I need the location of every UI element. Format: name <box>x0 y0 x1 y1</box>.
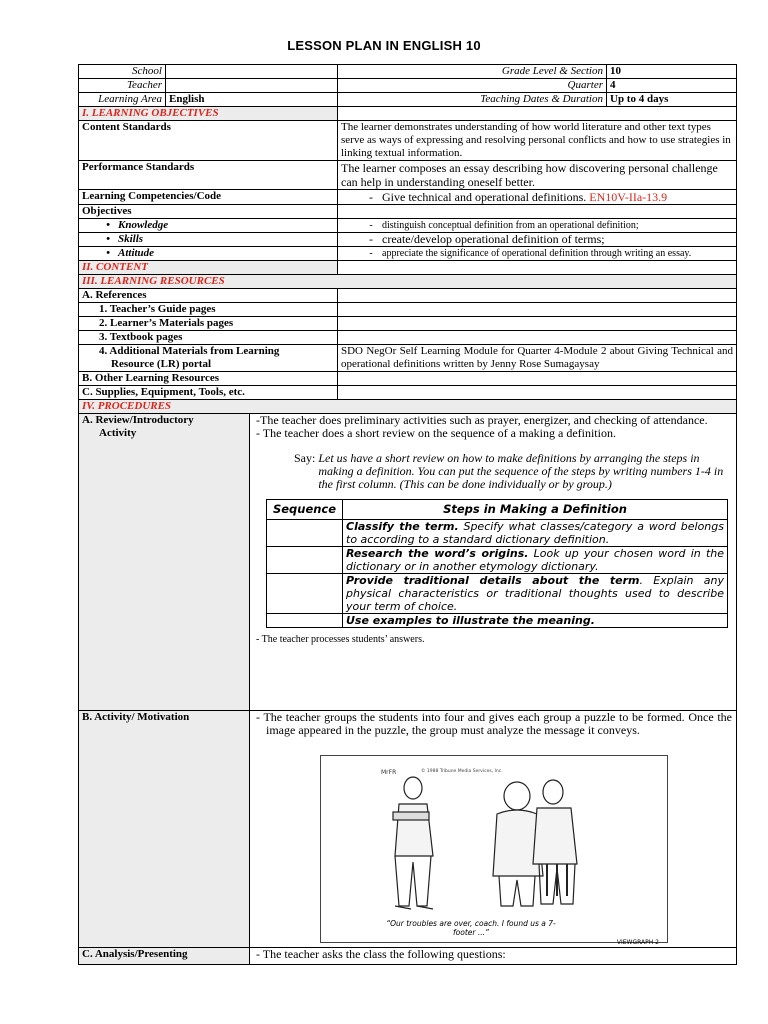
attitude-text: appreciate the significance of operational definition through writing an essay. <box>382 248 692 259</box>
knowledge-text: distinguish conceptual definition from an operational definition; <box>382 220 639 231</box>
content-standards-text: The learner demonstrates understanding of how world literature and other text types serve as ways of expressing and resolving personal conflicts and how to use strategies in linking textual information. <box>338 121 737 161</box>
references-label: A. References <box>79 289 338 303</box>
attitude-objective: - appreciate the significance of operational definition through writing an essay. <box>338 247 737 261</box>
content-heading-blank <box>338 261 737 275</box>
quarter-label: Quarter <box>338 79 607 93</box>
additional-row <box>79 345 737 372</box>
additional-label-line2: Resource (LR) portal <box>111 358 211 370</box>
performance-standards-label: Performance Standards <box>79 161 338 190</box>
player-head <box>404 777 422 799</box>
learning-area-row <box>79 93 737 107</box>
school-row <box>79 65 737 79</box>
teacher-label: Teacher <box>79 79 166 93</box>
say-text: Let us have a short review on how to make definitions by arranging the steps in making a definition. You can put the sequence of the steps by writing numbers 1-4 in the first column. (This can be done individually or by group.) <box>318 451 724 491</box>
objectives-label: Objectives <box>79 205 338 219</box>
step-bold: Research the word’s origins. <box>346 547 529 560</box>
knowledge-objective: - distinguish conceptual definition from an operational definition; <box>338 219 737 233</box>
competencies-row <box>79 190 737 205</box>
supplies-row <box>79 386 737 400</box>
clipboard <box>393 812 429 820</box>
step-text <box>343 547 728 574</box>
lesson-plan-table <box>78 64 737 965</box>
analysis-row <box>79 948 737 965</box>
objectives-heading: I. LEARNING OBJECTIVES <box>79 107 338 121</box>
analysis-text: - The teacher asks the class the following questions: <box>250 948 737 965</box>
activity-text: - The teacher groups the students into four and gives each group a puzzle to be formed. Once the image appeared in the puzzle, the group must analyze the message it conveys. <box>256 710 732 737</box>
review-line1: -The teacher does preliminary activities such as prayer, energizer, and checking of attendance. <box>256 413 708 427</box>
school-value <box>166 65 338 79</box>
step-row <box>267 574 728 614</box>
skills-objective: - create/develop operational definition of terms; <box>338 233 737 247</box>
analysis-label: C. Analysis/Presenting <box>79 948 250 965</box>
grade-label: Grade Level & Section <box>338 65 607 79</box>
step-text <box>343 574 728 614</box>
school-label: School <box>79 65 166 79</box>
tg-value <box>338 303 737 317</box>
lm-row <box>79 317 737 331</box>
additional-label-line1: 4. Additional Materials from Learning <box>99 345 280 357</box>
knowledge-label: Knowledge <box>118 219 169 231</box>
review-label-line2: Activity <box>99 427 137 439</box>
knowledge-cell: • Knowledge <box>79 219 338 233</box>
sequence-answer-cell[interactable] <box>267 574 343 614</box>
say-block <box>256 452 732 491</box>
lm-label: 2. Learner’s Materials pages <box>79 317 338 331</box>
content-heading-row <box>79 261 737 275</box>
review-note: - The teacher processes students’ answers. <box>256 634 425 645</box>
teacher-row <box>79 79 737 93</box>
quarter-value: 4 <box>607 79 737 93</box>
supplies-label: C. Supplies, Equipment, Tools, etc. <box>79 386 338 400</box>
step-bold: Use examples to illustrate the meaning. <box>346 614 595 627</box>
competency-cell: - Give technical and operational definitions. EN10V-IIa-13.9 <box>338 190 737 205</box>
textbook-row <box>79 331 737 345</box>
procedures-heading-row <box>79 400 737 414</box>
say-label: Say: <box>294 451 316 465</box>
references-blank <box>338 289 737 303</box>
procedures-heading: IV. PROCEDURES <box>79 400 737 414</box>
additional-label <box>79 345 338 372</box>
learning-area-value: English <box>166 93 338 107</box>
step-row <box>267 547 728 574</box>
skills-row <box>79 233 737 247</box>
step-bold: Provide traditional details about the term <box>346 574 640 587</box>
performance-standards-text: The learner composes an essay describing how discovering personal challenge can help in understanding oneself better. <box>338 161 737 190</box>
review-line2: - The teacher does a short review on the sequence of a making a definition. <box>256 426 616 440</box>
step-bold: Classify the term. <box>346 520 459 533</box>
content-heading: II. CONTENT <box>79 261 338 275</box>
textbook-label: 3. Textbook pages <box>79 331 338 345</box>
attitude-label: Attitude <box>118 247 155 259</box>
supplies-value <box>338 386 737 400</box>
grade-value: 10 <box>607 65 737 79</box>
tg-label: 1. Teacher’s Guide pages <box>79 303 338 317</box>
tg-row <box>79 303 737 317</box>
step-rest: . Explain any physical characteristics or traditional thoughts used to describe your term of choice. <box>346 574 724 613</box>
dates-label: Teaching Dates & Duration <box>338 93 607 107</box>
resources-heading: III. LEARNING RESOURCES <box>79 275 737 289</box>
svg-text:MrFR: MrFR <box>381 769 397 776</box>
lm-value <box>338 317 737 331</box>
sequence-header-row <box>267 500 728 520</box>
cartoon-caption: “Our troubles are over, coach. I found us a 7-footer ...” <box>386 919 556 937</box>
review-row <box>79 414 737 711</box>
sequence-header: Sequence <box>267 500 343 520</box>
player-legs <box>395 856 431 906</box>
competencies-label: Learning Competencies/Code <box>79 190 338 205</box>
assistant-body <box>533 808 577 864</box>
viewgraph-label: VIEWGRAPH 2 <box>616 939 659 946</box>
sequence-answer-cell[interactable] <box>267 614 343 628</box>
content-standards-row <box>79 121 737 161</box>
svg-text:© 1988 Tribune Media Services,: © 1988 Tribune Media Services, Inc. <box>421 769 503 774</box>
coach-head <box>504 782 530 810</box>
steps-header: Steps in Making a Definition <box>343 500 728 520</box>
sequence-answer-cell[interactable] <box>267 547 343 574</box>
teacher-value <box>166 79 338 93</box>
review-label-line1: A. Review/Introductory <box>82 414 194 426</box>
activity-label: B. Activity/ Motivation <box>79 711 250 948</box>
textbook-value <box>338 331 737 345</box>
competency-text: Give technical and operational definitions. <box>382 190 587 204</box>
objectives-heading-blank <box>338 107 737 121</box>
sequence-table <box>266 499 728 628</box>
activity-content <box>250 711 737 948</box>
sequence-answer-cell[interactable] <box>267 520 343 547</box>
learning-area-label: Learning Area <box>79 93 166 107</box>
step-text <box>343 520 728 547</box>
resources-heading-row <box>79 275 737 289</box>
step-row <box>267 520 728 547</box>
attitude-row <box>79 247 737 261</box>
step-rest: Specify what classes/category a word belongs to according to a standard dictionary definition. <box>346 520 724 546</box>
step-row <box>267 614 728 628</box>
objectives-label-row <box>79 205 737 219</box>
dates-value: Up to 4 days <box>607 93 737 107</box>
other-resources-row <box>79 372 737 386</box>
assistant-head <box>543 780 563 804</box>
references-row <box>79 289 737 303</box>
objectives-heading-row <box>79 107 737 121</box>
review-content <box>250 414 737 711</box>
cartoon-image <box>320 755 668 946</box>
step-text <box>343 614 728 628</box>
skills-text: create/develop operational definition of terms; <box>382 232 605 246</box>
attitude-cell: • Attitude <box>79 247 338 261</box>
content-standards-label: Content Standards <box>79 121 338 161</box>
step-rest: Look up your chosen word in the dictionary or in another etymology dictionary. <box>346 547 725 573</box>
additional-text: SDO NegOr Self Learning Module for Quarter 4-Module 2 about Giving Technical and operational definitions written by Jenny Rose Sumagaysay <box>338 345 737 372</box>
other-resources-value <box>338 372 737 386</box>
competency-code: EN10V-IIa-13.9 <box>589 190 668 204</box>
page-title: LESSON PLAN IN ENGLISH 10 <box>287 38 481 53</box>
performance-standards-row <box>79 161 737 190</box>
activity-row <box>79 711 737 948</box>
skills-cell: • Skills <box>79 233 338 247</box>
objectives-label-blank <box>338 205 737 219</box>
review-label <box>79 414 250 711</box>
knowledge-row <box>79 219 737 233</box>
skills-label: Skills <box>118 233 144 245</box>
other-resources-label: B. Other Learning Resources <box>79 372 338 386</box>
cartoon-illustration <box>321 756 667 942</box>
